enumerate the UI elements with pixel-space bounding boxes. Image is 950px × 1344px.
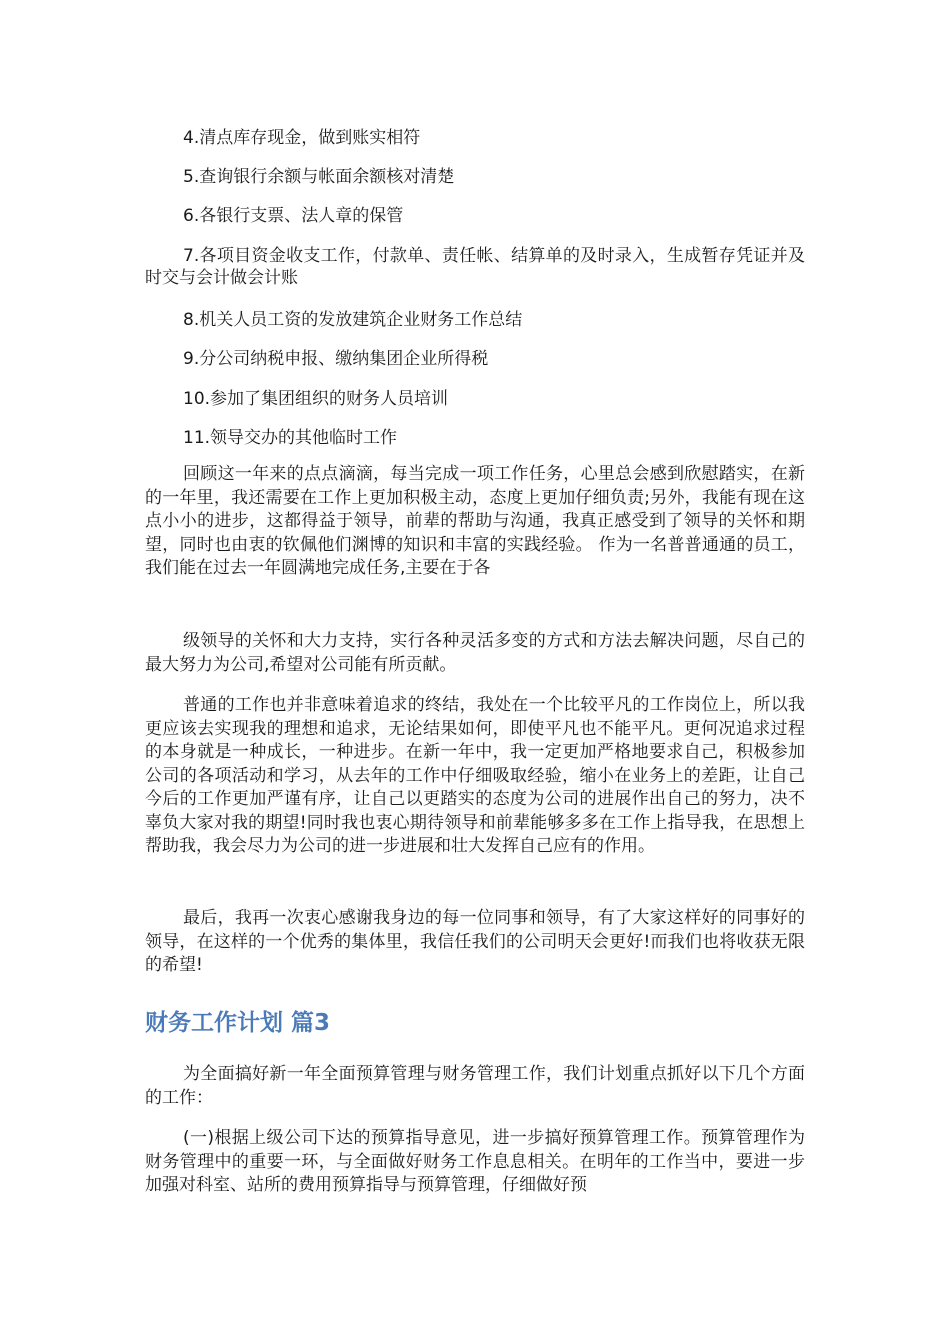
paragraph: 普通的工作也并非意味着追求的终结，我处在一个比较平凡的工作岗位上，所以我更应该去实现我的理想和追求，无论结果如何，即使平凡也不能平凡。更何况追求过程的本身就是一种成长，一种进步。在新一年中，我一定更加严格地要求自己，积极参加公司的各项活动和学习，从去年的工作中仔细吸取经验，缩小在业务上的差距，让自己今后的工作更加严谨有序，让自己以更踏实的态度为公司的进展作出自己的努力，决不辜负大家对我的期望!同时我也衷心期待领导和前辈能够多多在工作上指导我，在思想上帮助我，我会尽力为公司的进一步进展和壮大发挥自己应有的作用。 — [145, 695, 805, 856]
paragraph: 最后，我再一次衷心感谢我身边的每一位同事和领导，有了大家这样好的同事好的领导，在这样的一个优秀的集体里，我信任我们的公司明天会更好!而我们也将收获无限的希望! — [145, 908, 805, 975]
list-item: 11.领导交办的其他临时工作 — [183, 428, 398, 448]
list-item: 10.参加了集团组织的财务人员培训 — [183, 389, 449, 409]
paragraph: 回顾这一年来的点点滴滴，每当完成一项工作任务，心里总会感到欣慰踏实，在新的一年里，我还需要在工作上更加积极主动，态度上更加仔细负责;另外，我能有现在这点小小的进步，这都得益于领导，前辈的帮助与沟通，我真正感受到了领导的关怀和期望，同时也由衷的钦佩他们渊博的知识和丰富的实践经验。 作为一名普普通通的员工，我们能在过去一年圆满地完成任务,主要在于各 — [145, 464, 805, 578]
list-item-multiline: 7.各项目资金收支工作，付款单、责任帐、结算单的及时录入，生成暂存凭证并及时交与会计做会计账 — [145, 246, 805, 288]
section-heading: 财务工作计划 篇3 — [145, 1010, 331, 1036]
list-item: 6.各银行支票、法人章的保管 — [183, 206, 404, 226]
paragraph: 为全面搞好新一年全面预算管理与财务管理工作，我们计划重点抓好以下几个方面的工作： — [145, 1064, 805, 1108]
list-item: 9.分公司纳税申报、缴纳集团企业所得税 — [183, 349, 489, 369]
list-item: 5.查询银行余额与帐面余额核对清楚 — [183, 167, 455, 187]
paragraph: 级领导的关怀和大力支持，实行各种灵活多变的方式和方法去解决问题，尽自己的最大努力为公司,希望对公司能有所贡献。 — [145, 631, 805, 675]
list-item: 4.清点库存现金，做到账实相符 — [183, 128, 421, 148]
list-item: 8.机关人员工资的发放建筑企业财务工作总结 — [183, 310, 523, 330]
paragraph: (一)根据上级公司下达的预算指导意见，进一步搞好预算管理工作。预算管理作为财务管理中的重要一环，与全面做好财务工作息息相关。在明年的工作当中，要进一步加强对科室、站所的费用预算指导与预算管理，仔细做好预 — [145, 1128, 805, 1195]
